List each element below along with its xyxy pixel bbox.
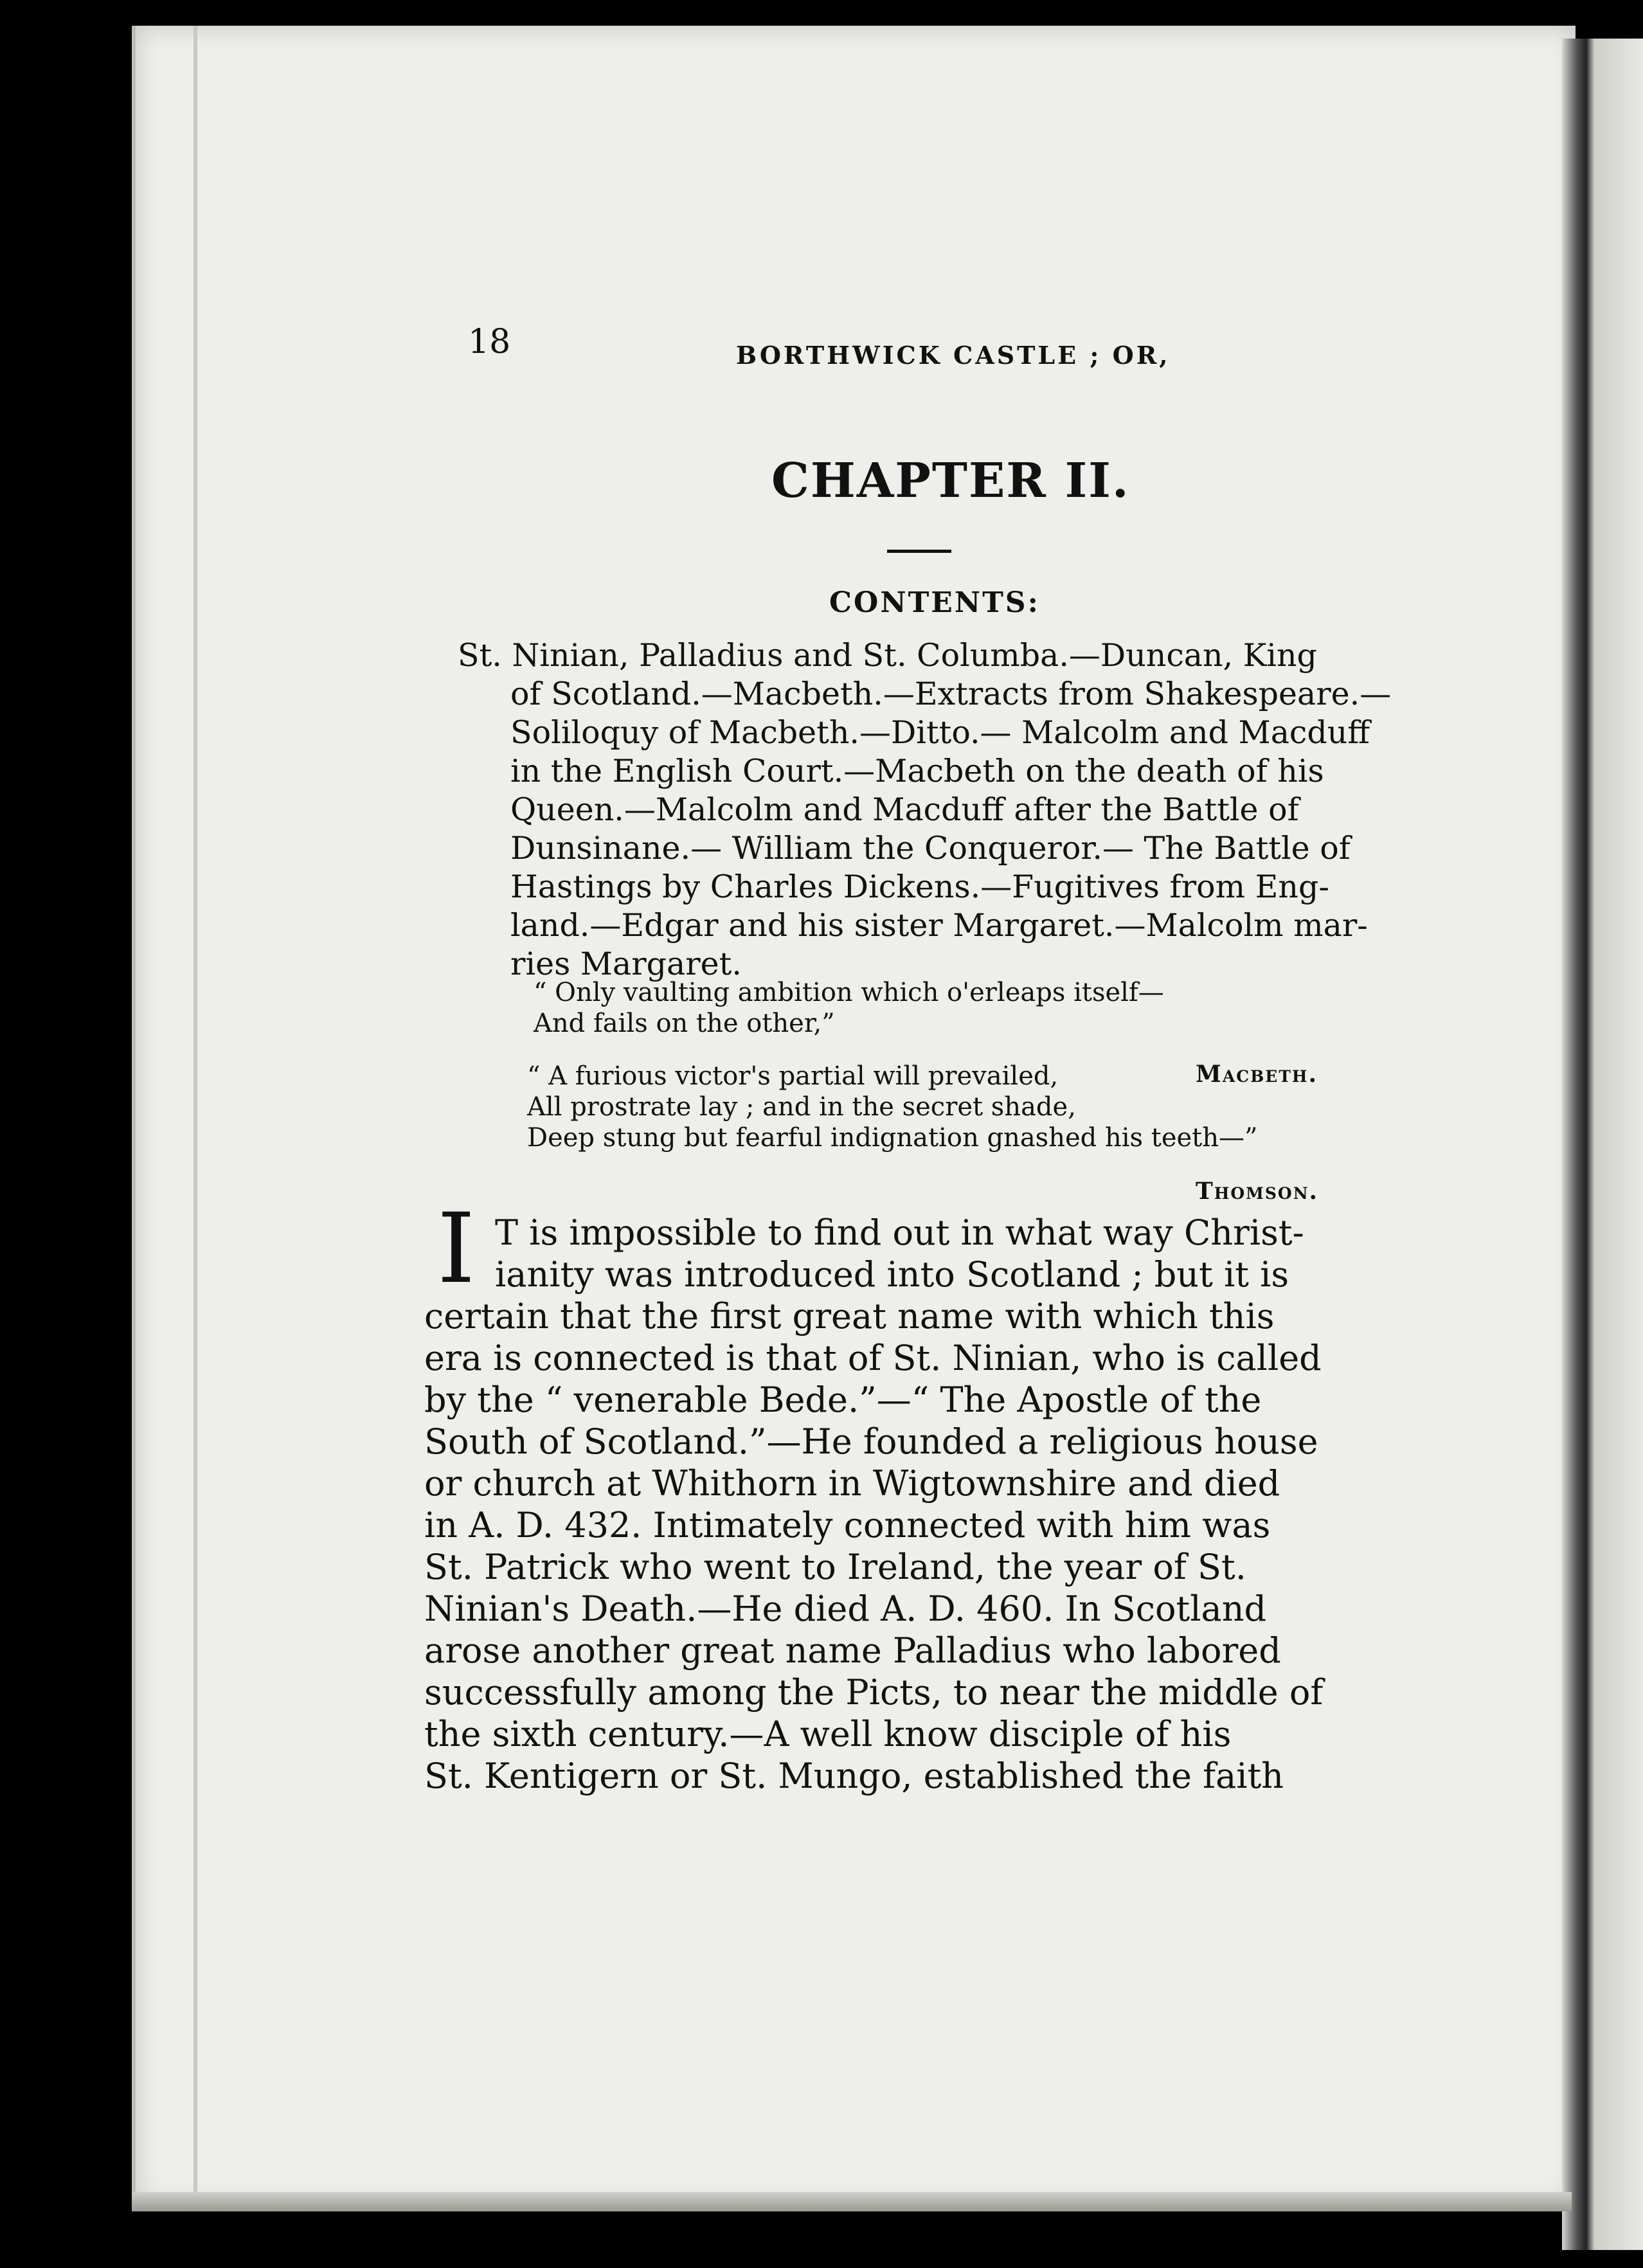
contents-line: Dunsinane.— William the Conqueror.— The Battle of: [510, 830, 1351, 867]
body-line: ianity was introduced into Scotland ; but it is: [495, 1254, 1289, 1295]
epigraph-line: “ A furious victor's partial will prevailed,: [527, 1061, 1059, 1091]
contents-summary: [458, 636, 1392, 984]
body-line: South of Scotland.”—He founded a religious house: [424, 1421, 1318, 1462]
contents-line: St. Ninian, Palladius and St. Columba.—Duncan, King: [458, 637, 1317, 674]
body-line: T is impossible to find out in what way Christ-: [495, 1212, 1304, 1253]
epigraph-line: “ Only vaulting ambition which o'erleaps itself—: [534, 978, 1164, 1007]
contents-line: of Scotland.—Macbeth.—Extracts from Shakespeare.—: [510, 676, 1392, 712]
body-line: arose another great name Palladius who labored: [424, 1630, 1281, 1671]
epigraph-line: And fails on the other,”: [534, 1009, 835, 1038]
contents-line: in the English Court.—Macbeth on the death of his: [510, 753, 1324, 789]
running-head: BORTHWICK CASTLE ; OR,: [736, 341, 1171, 370]
page-bottom-edge: [132, 2192, 1572, 2211]
body-line: St. Kentigern or St. Mungo, established the faith: [424, 1756, 1284, 1796]
body-line: the sixth century.—A well know disciple of his: [424, 1714, 1232, 1754]
body-line: successfully among the Picts, to near the middle of: [424, 1672, 1324, 1713]
body-text: [424, 1212, 1350, 1797]
epigraph-attribution: Macbeth.: [1196, 1061, 1318, 1088]
epigraph-macbeth: [534, 977, 1164, 1039]
body-line: era is connected is that of St. Ninian, who is called: [424, 1338, 1322, 1378]
drop-cap: I: [437, 1193, 476, 1305]
page-number: 18: [468, 323, 511, 361]
body-line: Ninian's Death.—He died A. D. 460. In Scotland: [424, 1589, 1267, 1629]
contents-line: ries Margaret.: [510, 946, 742, 982]
contents-line: Hastings by Charles Dickens.—Fugitives from Eng-: [510, 869, 1329, 905]
epigraph-line: All prostrate lay ; and in the secret shade,: [527, 1092, 1076, 1122]
body-line: in A. D. 432. Intimately connected with him was: [424, 1505, 1271, 1545]
contents-line: Queen.—Malcolm and Macduff after the Battle of: [510, 791, 1299, 828]
title-rule: [887, 550, 951, 553]
body-line: St. Patrick who went to Ireland, the year of St.: [424, 1547, 1246, 1587]
body-line: or church at Whithorn in Wigtownshire and died: [424, 1463, 1280, 1504]
contents-line: land.—Edgar and his sister Margaret.—Malcolm mar-: [510, 907, 1368, 944]
chapter-title: CHAPTER II.: [771, 453, 1130, 509]
facing-page-edge: [1562, 39, 1643, 2250]
epigraph-attribution: Thomson.: [1196, 1178, 1319, 1205]
epigraph-line: Deep stung but fearful indignation gnashed his teeth—”: [527, 1123, 1258, 1153]
contents-label: CONTENTS:: [829, 586, 1040, 619]
contents-line: Soliloquy of Macbeth.—Ditto.— Malcolm and Macduff: [510, 714, 1370, 751]
body-line: certain that the first great name with which this: [424, 1296, 1275, 1336]
epigraph-thomson: [527, 1061, 1257, 1153]
body-line: by the “ venerable Bede.”—“ The Apostle of the: [424, 1380, 1262, 1420]
